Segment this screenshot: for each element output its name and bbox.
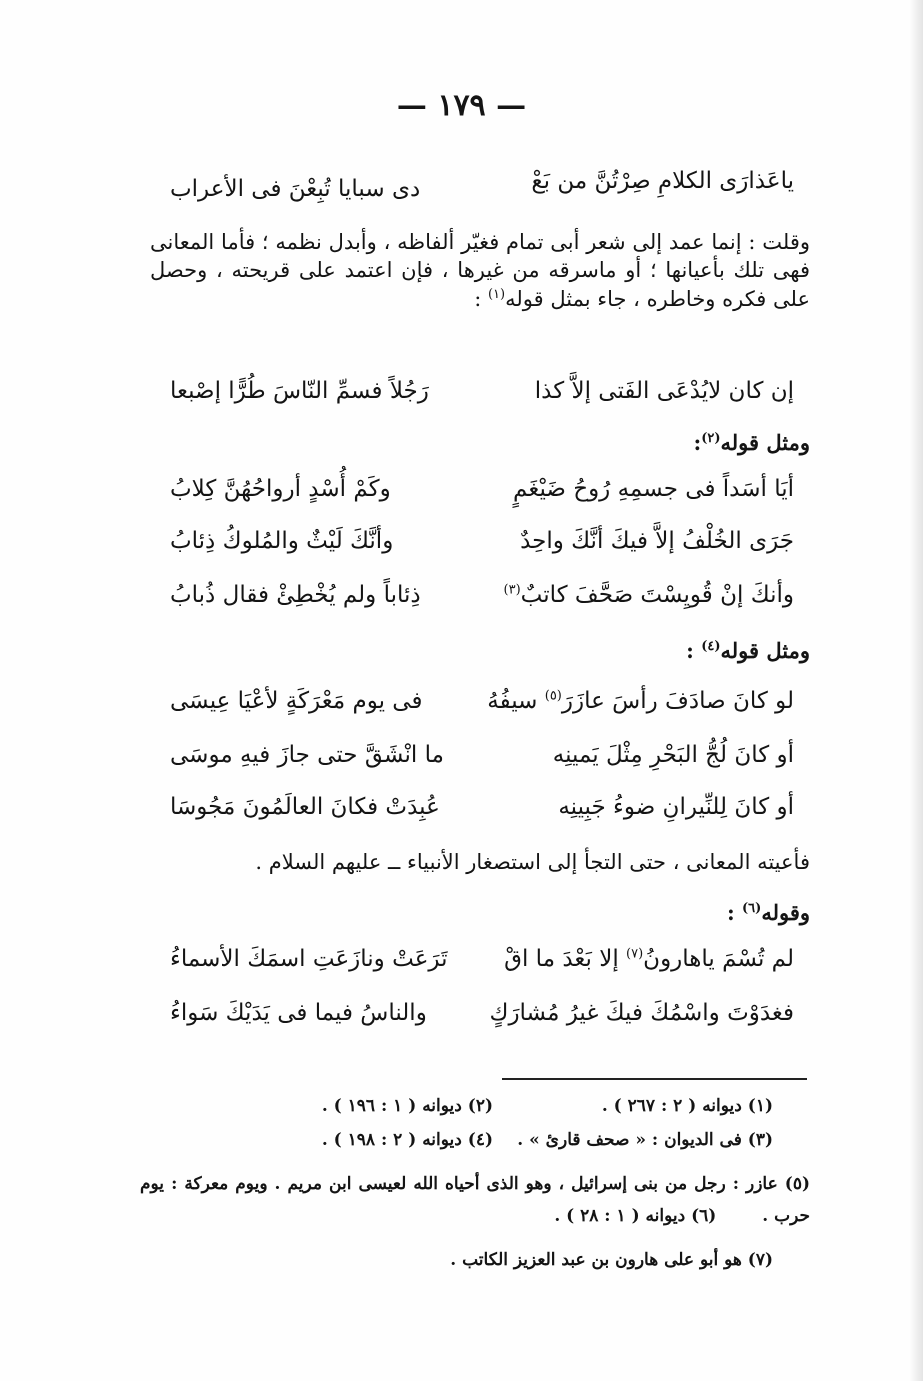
verse-line [170,176,794,212]
verse-second-hemistich: فى يوم مَعْرَكَةٍ لأعْيَا عِيسَى [170,688,423,714]
footnote-ref: (٤) [701,639,721,654]
verse-first-hemistich: أيَا أسَداً فى جسمِهِ رُوحُ ضَيْغَمٍ [513,476,794,502]
verse-line [170,378,794,414]
footnote-separator [502,1078,807,1080]
verse-first-hemistich: أو كانَ لِلنِّيرانِ ضوءُ جَبِينِه [558,794,794,820]
footnote-5 [140,1168,810,1233]
footnote-1: (١) ديوانه ( ٢ : ٢٦٧ ) . [601,1096,773,1116]
verse-first-hemistich: إن كان لايُدْعَى الفَتى إلاَّ كذا [534,378,794,404]
prose-paragraph [150,228,810,313]
verse-second-hemistich: دى سبايا تُبِعْنَ فى الأعراب [170,176,421,202]
verse-line [170,528,794,564]
verse-line [170,688,794,724]
footnote-ref: (١) [487,286,506,302]
heading-text: ومثل قوله [720,430,810,455]
verse-second-hemistich: والناسُ فيما فى يَدَيْكَ سَواءُ [170,1000,427,1026]
verse-second-hemistich: ذِئاباً ولم يُخْطِئْ فقال ذُبابُ [170,582,421,608]
verse-first-hemistich: ياعَذارَى الكلامِ صِرْتُنَّ من بَعْ [531,168,794,194]
verse-second-hemistich: رَجُلاً فسمِّ النّاسَ طُرًّا إصْبعا [170,378,429,404]
footnote-3: (٣) فى الديوان : « صحف قارئ » . [517,1130,773,1150]
heading-end: : [693,430,702,455]
hemistich-text-end: سيفُهُ [487,688,545,714]
prose-line: فأعيته المعانى ، حتى التجأ إلى استصغار الأنبياء ــ عليهم السلام . [255,850,810,874]
footnote-4: (٤) ديوانه ( ٢ : ١٩٨ ) . [321,1130,493,1150]
verse-first-hemistich [504,946,794,972]
verse-line [170,1000,794,1036]
page-number: — ١٧٩ — [396,88,527,123]
hemistich-text: لم تُسْمَ ياهارونُ [643,946,794,972]
verse-second-hemistich: تَرَعَتْ ونازَعَتِ اسمَكَ الأسماءُ [170,946,448,972]
verse-second-hemistich: ما انْشَقَّ حتى جازَ فيهِ موسَى [170,742,444,768]
section-heading [693,430,810,455]
heading-end: : [726,900,743,925]
verse-first-hemistich: فغدَوْتَ واسْمُكَ فيكَ غيرُ مُشارَكٍ [489,1000,794,1026]
verse-line [170,794,794,830]
footnote-6: (٦) ديوانه ( ١ : ٢٨ ) . [554,1206,717,1227]
verse-second-hemistich: وكَمْ أُسْدٍ أرواحُهُنَّ كِلابُ [170,476,391,502]
verse-second-hemistich: عُبِدَتْ فكانَ العالَمُونَ مَجُوسَا [170,794,440,820]
footnote-2: (٢) ديوانه ( ١ : ١٩٦ ) . [321,1096,493,1116]
verse-first-hemistich: أو كانَ لُجُّ البَحْرِ مِثْلَ يَمينِه [552,742,794,768]
prose-text: وقلت : إنما عمد إلى شعر أبى تمام فغيّر ألفاظه ، وأبدل نظمه ؛ فأما المعانى فهى تلك بأعيانها ؛ أو ماسرقه من غيرها ، فإن اعتمد على قريحته ، وحصل على فكره وخاطره ، جاء بمثل قوله [150,230,810,311]
hemistich-text-end: إلا بَعْدَ ما اقْ [504,946,627,972]
verse-first-hemistich [504,582,794,608]
footnote-ref: (٧) [626,946,644,962]
footnote-ref: (٣) [503,582,521,598]
page-edge-shadow [909,0,923,1381]
verse-line [170,476,794,512]
section-heading [686,638,810,663]
verse-line [170,946,794,982]
heading-text: ومثل قوله [720,638,810,663]
verse-first-hemistich [487,688,794,714]
heading-text: وقوله [761,900,810,925]
verse-first-hemistich: جَرَى الخُلْفُ إلاَّ فيكَ أنَّكَ واحِدٌ [520,528,794,554]
footnote-5-text: (٥) عازر : رجل من بنى إسرائيل ، وهو الذى أحياه الله لعيسى ابن مريم . ويوم معركة : يوم حرب . [140,1174,810,1227]
footnote-ref: (٦) [742,901,762,916]
heading-end: : [686,638,702,663]
verse-line [170,582,794,618]
footnote-7: (٧) هو أبو على هارون بن عبد العزيز الكاتب . [450,1250,773,1270]
section-heading [727,900,810,925]
footnote-ref: (٢) [701,431,721,446]
hemistich-text: وأنكَ إنْ قُويِسْتَ صَحَّفَ كاتبٌ [520,582,794,608]
prose-text-end: : [474,286,488,311]
footnote-ref: (٥) [544,688,562,704]
hemistich-text: لو كانَ صادَفَ رأسَ عازَرَ [561,688,794,714]
verse-line [170,742,794,778]
verse-second-hemistich: وأنَّكَ لَيْثٌ والمُلوكُ ذِئابُ [170,528,394,554]
